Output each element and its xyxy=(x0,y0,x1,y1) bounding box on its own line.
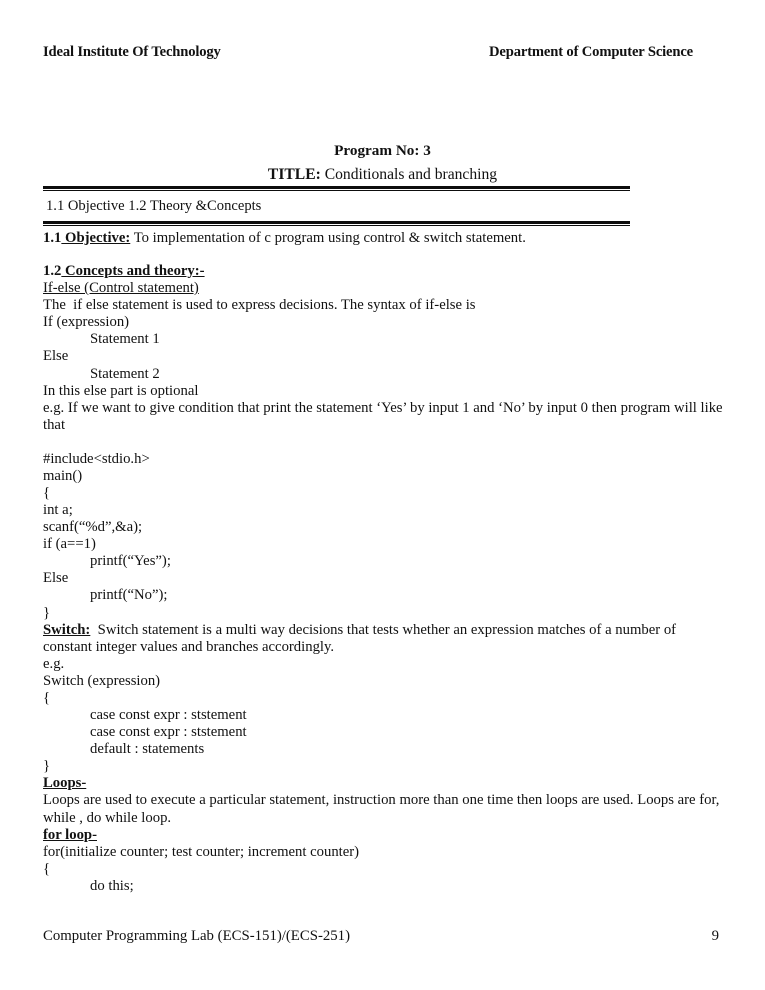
ifelse-code-line: printf(“Yes”); xyxy=(90,553,171,570)
switch-description xyxy=(43,622,725,656)
ifelse-code-line: printf(“No”); xyxy=(90,587,168,604)
forloop-code-line: do this; xyxy=(90,877,134,894)
concepts-heading: Concepts and theory:- xyxy=(61,263,205,280)
switch-description-text: Switch statement is a multi way decisions that tests whether an expression matches of a number of constant integer values and branches accordingly. xyxy=(43,621,680,655)
objective-heading: Objective: xyxy=(61,230,131,246)
objective-line xyxy=(43,230,725,247)
ifelse-code-line: #include<stdio.h> xyxy=(43,450,150,467)
title-subject: Conditionals and branching xyxy=(320,165,498,183)
switch-code-line: default : statements xyxy=(90,741,205,758)
loops-description: Loops are used to execute a particular statement, instruction more than one time then loops are used. Loops are for, while , do while loop. xyxy=(43,792,724,826)
program-number: Program No: 3 xyxy=(334,142,431,159)
spacer xyxy=(43,247,725,263)
switch-code-line: case const expr : ststement xyxy=(90,724,247,741)
ifelse-syntax-line: Statement 1 xyxy=(90,331,160,348)
ifelse-code-line: scanf(“%d”,&a); xyxy=(43,519,143,536)
objective-number: 1.1 xyxy=(43,230,62,246)
switch-example-label: e.g. xyxy=(43,655,65,672)
switch-code-line: Switch (expression) xyxy=(43,672,161,689)
ifelse-subheading-text: If-else (Control statement) xyxy=(43,280,199,297)
forloop-code-line: { xyxy=(43,860,51,877)
header-department-name: Department of Computer Science xyxy=(489,44,693,60)
header-institute-name: Ideal Institute Of Technology xyxy=(43,44,221,60)
loops-heading: Loops- xyxy=(43,775,87,792)
loops-heading-line xyxy=(43,775,725,792)
footer-page-number: 9 xyxy=(711,928,719,944)
ifelse-code-line: } xyxy=(43,604,51,621)
forloop-heading-line xyxy=(43,827,725,844)
ifelse-code-line: Else xyxy=(43,570,69,587)
ifelse-subheading xyxy=(43,280,725,297)
ifelse-optional-note: In this else part is optional xyxy=(43,382,199,399)
switch-code-line: } xyxy=(43,758,51,775)
forloop-heading: for loop- xyxy=(43,826,97,843)
page-footer xyxy=(43,928,722,945)
ifelse-code-line: int a; xyxy=(43,502,73,519)
ifelse-syntax-line: Else xyxy=(43,348,69,365)
footer-course-label: Computer Programming Lab (ECS-151)/(ECS-251) xyxy=(43,928,350,944)
document-body xyxy=(43,230,725,895)
ifelse-code-line: main() xyxy=(43,467,83,484)
objective-text: To implementation of c program using control & switch statement. xyxy=(130,230,526,246)
spacer xyxy=(43,434,725,451)
page-header xyxy=(43,44,722,61)
switch-heading: Switch: xyxy=(43,621,91,638)
title-prefix-label: TITLE: xyxy=(267,165,321,183)
forloop-code-line: for(initialize counter; test counter; increment counter) xyxy=(43,843,360,860)
section-index-text: 1.1 Objective 1.2 Theory &Concepts xyxy=(46,198,262,214)
ifelse-code-line: if (a==1) xyxy=(43,536,96,553)
title-block xyxy=(43,140,722,186)
ifelse-syntax-line: Statement 2 xyxy=(90,365,160,382)
ifelse-code-line: { xyxy=(43,485,51,502)
section-index-band xyxy=(43,186,630,226)
switch-code-line: { xyxy=(43,689,51,706)
ifelse-description: The if else statement is used to express decisions. The syntax of if-else is xyxy=(43,297,476,314)
concepts-number: 1.2 xyxy=(43,263,62,280)
ifelse-syntax-line: If (expression) xyxy=(43,314,130,331)
concepts-line xyxy=(43,263,725,280)
switch-code-line: case const expr : ststement xyxy=(90,707,247,724)
ifelse-example-intro: e.g. If we want to give condition that print the statement ‘Yes’ by input 1 and ‘No’ by input 0 then program will like that xyxy=(43,399,727,433)
band-bottom-rule xyxy=(43,221,630,226)
experiment-title xyxy=(43,164,722,186)
